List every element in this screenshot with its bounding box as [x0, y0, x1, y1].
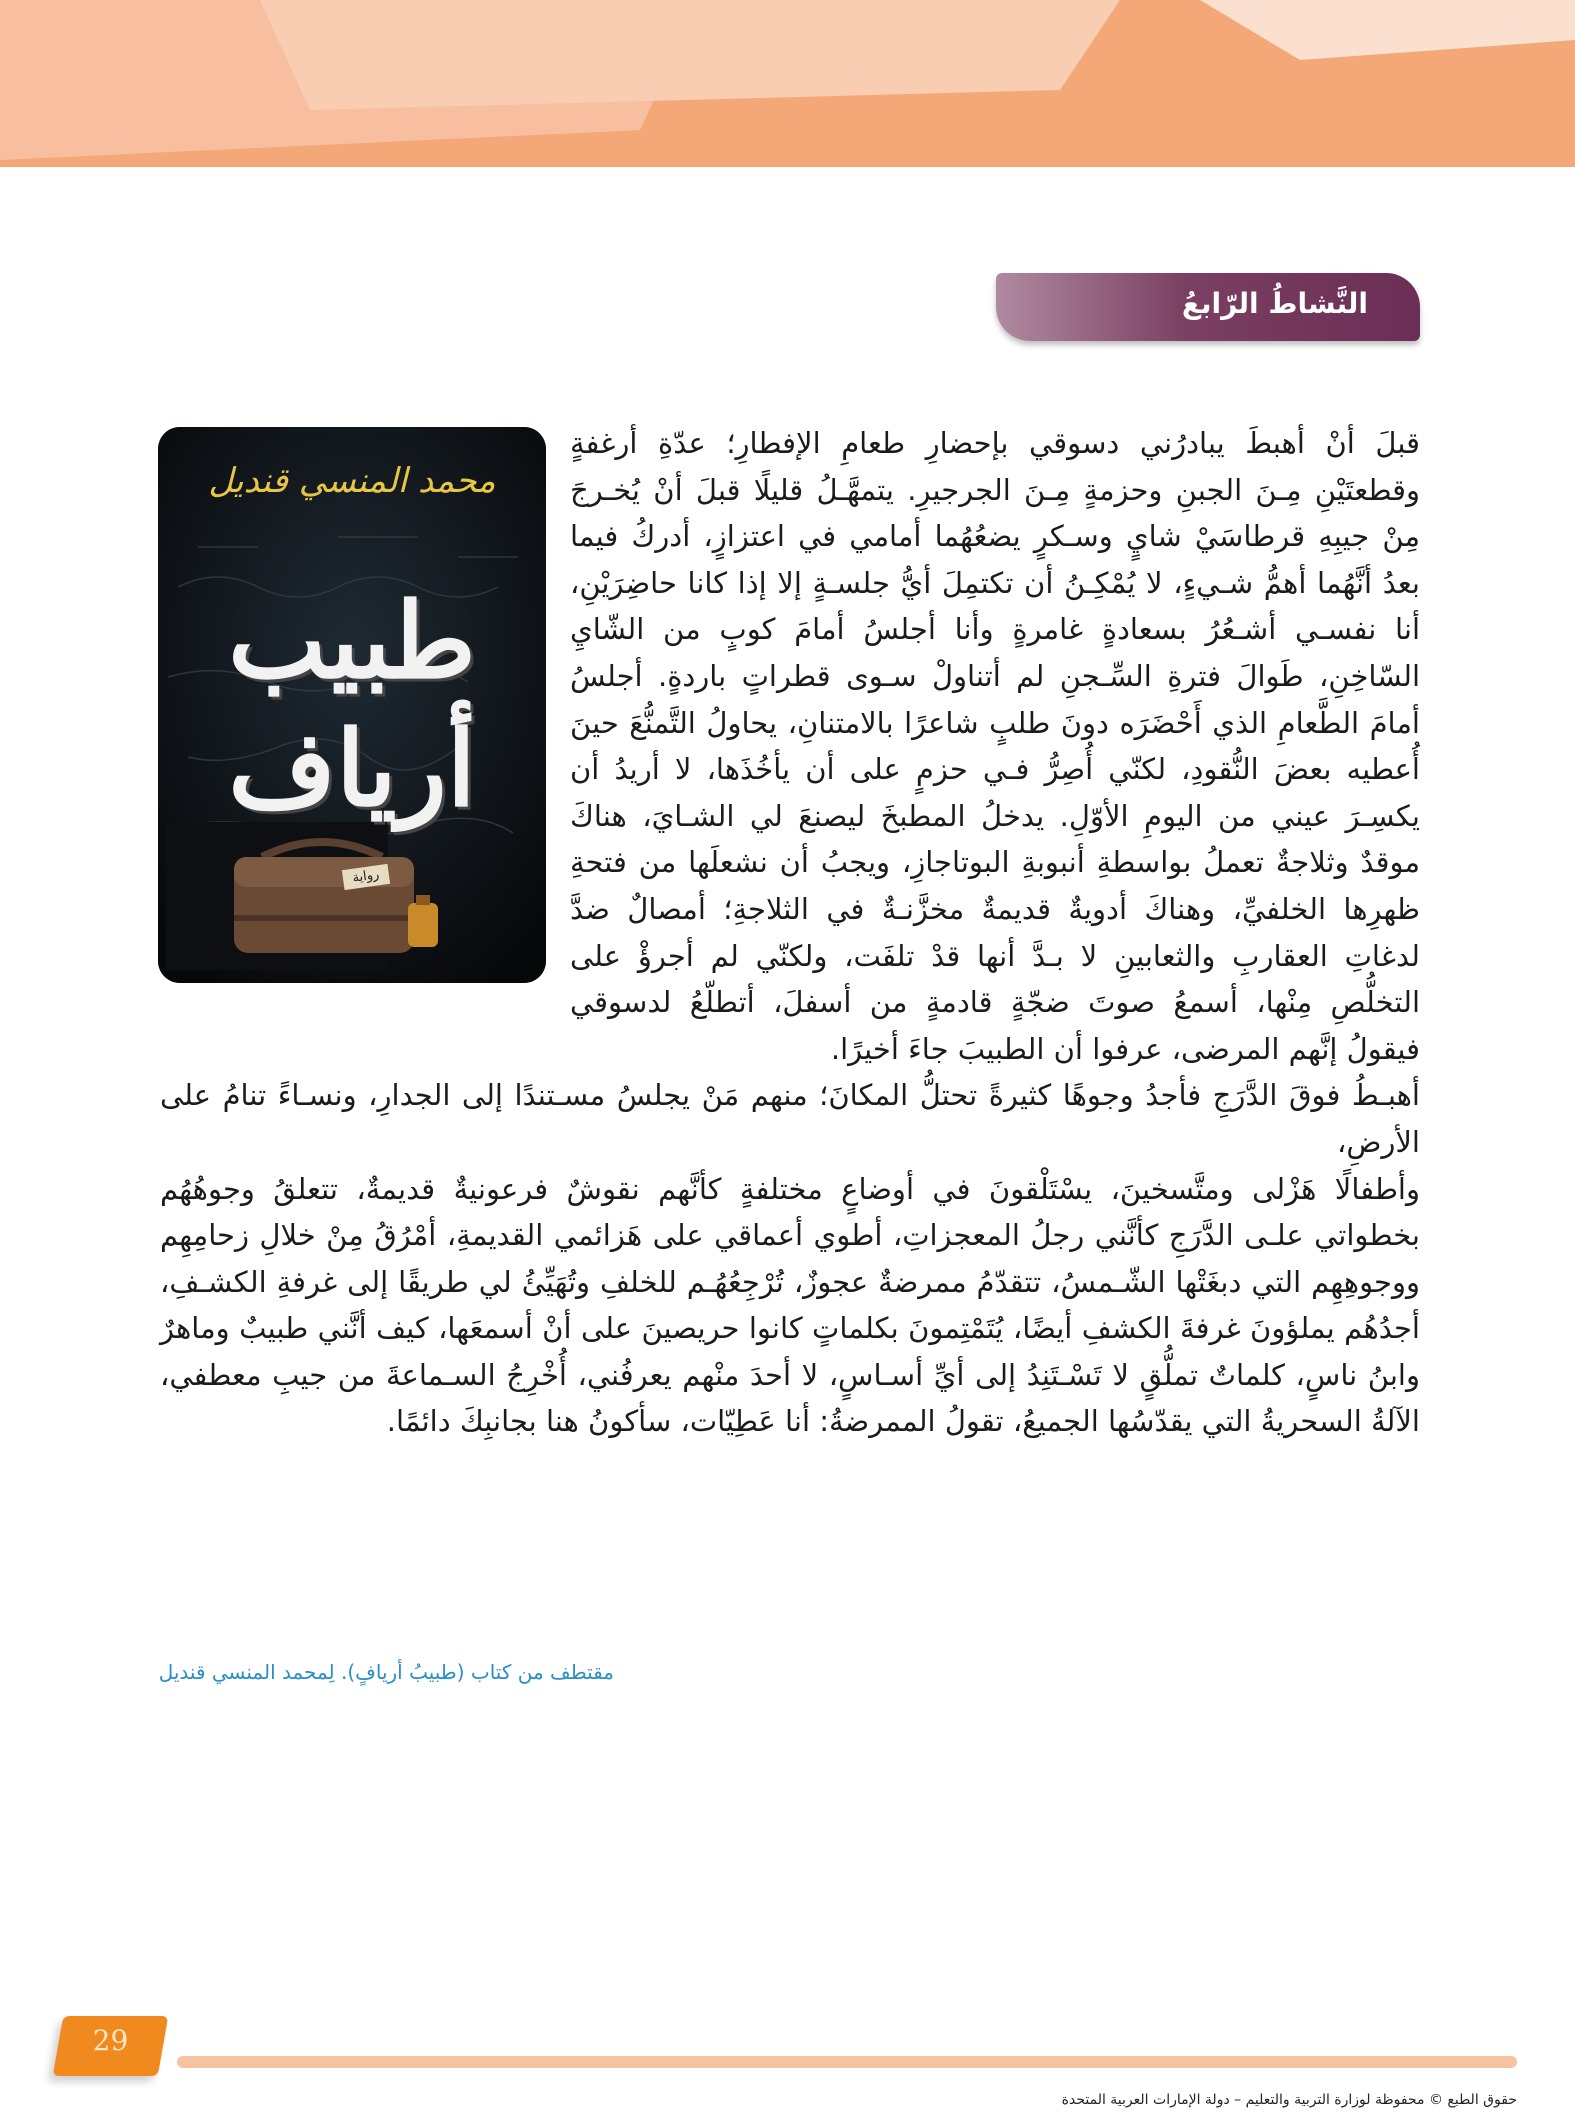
reading-passage — [160, 420, 1420, 1445]
passage-paragraph-3: وأطفالًا هَزْلى ومتَّسخينَ، يسْتَلْقونَ في أوضاعٍ مختلفةٍ كأنَّهم نقوشٌ فرعونيةٌ قديمةٌ، تتعلقُ وجوهُهُم بخطواتي علـى الدَّرَجِ كأنَّني رجلُ المعجزاتِ، أطوي أعماقي على هَزائمي القديمةِ، أمْرُقُ مِنْ خلالِ زحامِهِم ووجوهِهِم التي دبغَتْها الشّـمسُ، تتقدّمُ ممرضةٌ عجوزٌ، تُرْجِعُهُـم للخلفِ وتُهَيِّئُ لي طريقًا إلى غرفةِ الكشـفِ، أجدُهُم يملؤونَ غرفةَ الكشفِ أيضًا، يُتَمْتِمونَ بكلماتٍ كانوا حريصينَ على أنْ أسمعَها، كيف أنَّني طبيبٌ وماهرٌ وابنُ ناسٍ، كلماتٌ تملُّقٍ لا تَسْـتَنِدُ إلى أيِّ أسـاسٍ، لا أحدَ منْهم يعرفُني، أُخْرِجُ السـماعةَ من جيبِ معطفي، الآلةُ السحريةُ التي يقدّسُها الجميعُ، تقولُ الممرضةُ: أنا عَطِيّات، سأكونُ هنا بجانبِكَ دائمًا. — [160, 1171, 1420, 1439]
activity-heading-tab — [996, 273, 1420, 341]
passage-paragraph-1: قبلَ أنْ أهبطَ يبادرُني دسوقي بإحضارِ طعامِ الإفطارِ؛ عدّةِ أرغفةٍ وقطعتَيْنِ مِـنَ الجبنِ وحزمةٍ مِـنَ الجرجيرِ. يتمهَّـلُ قليلًا قبلَ أنْ يُخـرجَ مِنْ جيبِهِ قرطاسَيْ شايٍ وسـكرٍ يضعُهُما أمامي في اعتزازٍ، أدركُ فيما بعدُ أنَّهُما أهمُّ شـيءٍ، لا يُمْكِـنُ أن تكتمِلَ أيُّ جلسـةٍ إلا إذا كانا حاضِرَيْنِ، أنا نفسـي أشـعُرُ بسعادةٍ غامرةٍ وأنا أجلسُ أمامَ كوبٍ من الشّايِ السّاخِنِ، طَوالَ فترةِ السِّـجنِ لم أتناولْ سـوى قطراتٍ باردةٍ. أجلسُ أمامَ الطَّعامِ الذي أَحْضَرَه دونَ طلبٍ شاعرًا بالامتنانِ، يحاولُ التَّمنُّعَ حينَ أُعطيه بعضَ النُّقودِ، لكنّي أُصِرُّ فـي حزمٍ على أن يأخُذَها، لا أريدُ أن يكسِـرَ عيني من اليومِ الأوّلِ. يدخلُ المطبخَ ليصنعَ لي الشـايَ، هناكَ موقدٌ وثلاجةٌ تعملُ بواسطةِ أنبوبةِ البوتاجازِ، ويجبُ أن نشعلَها من فتحةِ ظهرِها الخلفيِّ، وهناكَ أدويةٌ قديمةٌ مخزَّنـةٌ في الثلاجةِ؛ أمصالٌ ضدَّ لدغاتِ العقاربِ والثعابينِ لا بـدَّ أنها قدْ تلفَت، ولكنّي لم أجرؤْ على التخلُّصِ مِنْها، أسمعُ صوتَ ضجّةٍ قادمةٍ من أسفلَ، أتطلّعُ لدسوقي فيقولُ إنَّهم المرضى، عرفوا أن الطبيبَ جاءَ أخيرًا. — [570, 426, 1420, 1066]
page-number: 29 — [92, 2024, 129, 2057]
cover-author-name: محمد المنسي قنديل — [208, 461, 496, 501]
cover-novel-label: رواية — [342, 864, 390, 890]
passage-paragraph-2: أهبـطُ فوقَ الدَّرَجِ فأجدُ وجوهًا كثيرةً تحتلُّ المكانَ؛ منهم مَنْ يجلسُ مسـتندًا إلى الجدارِ، ونسـاءً تنامُ على الأرضِ، — [160, 1078, 1420, 1159]
activity-title: النَّشاطُ الرّابعُ — [1181, 287, 1368, 320]
top-band-shapes — [0, 0, 1575, 167]
top-decorative-band — [0, 0, 1575, 167]
footer-bar — [177, 2056, 1517, 2068]
source-citation: مقتطف من كتاب (طبيبُ أريافٍ). لِمحمد المنسي قنديل — [158, 1660, 614, 1684]
cover-title-line2: أرياف — [228, 707, 476, 830]
cover-text-wrap-space — [160, 420, 570, 1000]
copyright-notice: حقوق الطبع © محفوظة لوزارة التربية والتعليم – دولة الإمارات العربية المتحدة — [1061, 2092, 1517, 2108]
cover-title-line1: طبيب — [228, 579, 476, 702]
